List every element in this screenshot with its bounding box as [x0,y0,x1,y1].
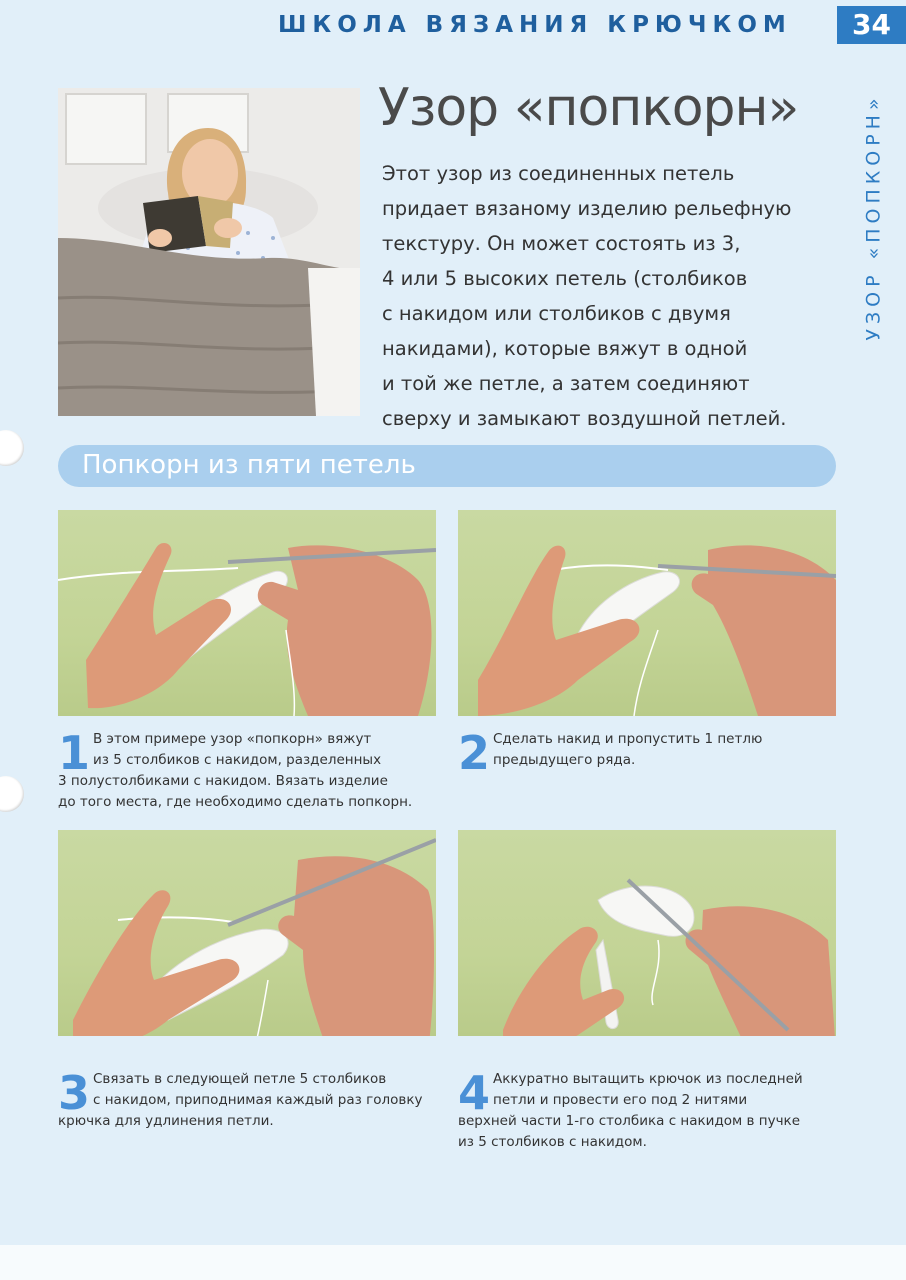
step-2-text [493,729,833,771]
intro-line: Этот узор из соединенных петель [382,162,735,185]
step-text-line: верхней части 1-го столбика с накидом в пучке [458,1113,801,1129]
intro-line: и той же петле, а затем соединяют [382,372,750,395]
step-text-line: 3 полустолбиками с накидом. Вязать изделие [58,773,388,789]
step-4-number: 4 [458,1066,491,1120]
step-1-text [58,726,448,813]
step-text-line: Аккуратно вытащить крючок из последней [493,1071,803,1087]
step-1-number: 1 [58,726,91,780]
intro-line: текстуру. Он может состоять из 3, [382,232,741,255]
step-text-line: из 5 столбиков с накидом, разделенных [93,752,382,768]
step-text-line: В этом примере узор «попкорн» вяжут [93,731,372,747]
side-tab [854,52,894,382]
step-text-line: петли и провести его под 2 нитями [493,1092,748,1108]
step-2-number: 2 [458,726,491,780]
intro-line: придает вязаному изделию рельефную [382,197,792,220]
step-1-photo [58,510,436,716]
intro-line: с накидом или столбиков с двумя [382,302,731,325]
hero-photo [58,88,360,416]
step-4-photo [458,830,836,1036]
step-3-text [58,1066,448,1132]
step-4-text [458,1066,838,1153]
step-text-line: до того места, где необходимо сделать попкорн. [58,794,413,810]
step-3-number: 3 [58,1066,91,1120]
step-2-photo [458,510,836,716]
intro-line: сверху и замыкают воздушной петлей. [382,407,787,430]
step-3-photo [58,830,436,1036]
side-tab-label: УЗОР «ПОПКОРН» [863,93,885,341]
binder-hole [0,430,24,466]
article-title: Узор «попкорн» [378,78,799,138]
intro-paragraph [382,156,847,436]
step-text-line: Связать в следующей петле 5 столбиков [93,1071,387,1087]
section-title: Попкорн из пяти петель [82,450,416,480]
step-text-line: с накидом, приподнимая каждый раз головку [93,1092,423,1108]
step-text-line: предыдущего ряда. [493,752,636,768]
section-header-bar [58,445,836,487]
binder-hole [0,776,24,812]
intro-line: 4 или 5 высоких петель (столбиков [382,267,748,290]
step-text-line: из 5 столбиков с накидом. [458,1134,647,1150]
intro-line: накидами), которые вяжут в одной [382,337,748,360]
page-number: 34 [837,6,906,44]
series-title: ШКОЛА ВЯЗАНИЯ КРЮЧКОМ [278,12,792,38]
step-text-line: крючка для удлинения петли. [58,1113,274,1129]
step-text-line: Сделать накид и пропустить 1 петлю [493,731,763,747]
